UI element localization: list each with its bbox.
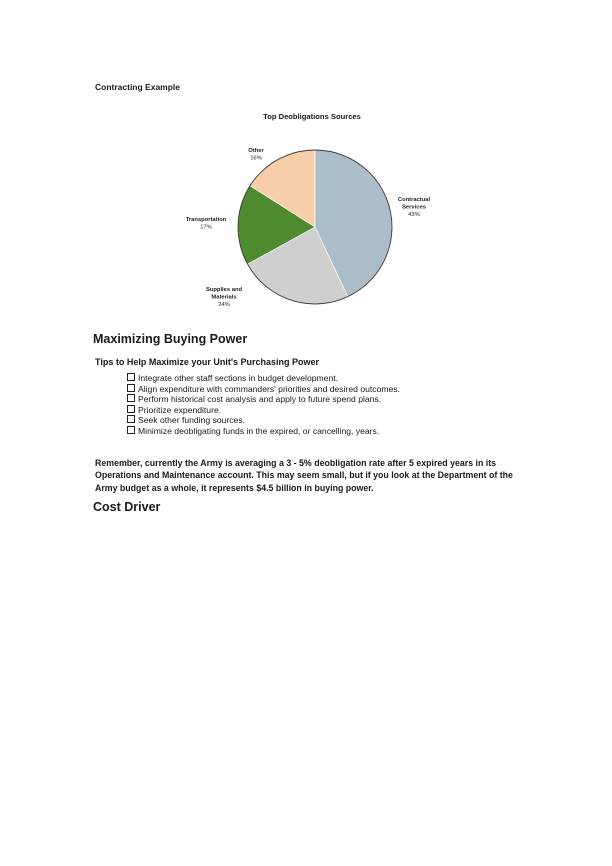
pie-label-other: Other 16% — [248, 148, 264, 162]
tip-text: Prioritize expenditure. — [138, 404, 222, 415]
pie-chart — [150, 100, 450, 325]
tip-item — [127, 384, 400, 395]
tip-item — [127, 415, 400, 426]
tip-item — [127, 405, 400, 416]
tip-text: Align expenditure with commanders' priorities and desired outcomes. — [138, 383, 400, 394]
tip-text: Seek other funding sources. — [138, 415, 246, 426]
checkbox-icon — [127, 394, 135, 402]
checkbox-icon — [127, 384, 135, 392]
tip-item — [127, 426, 400, 437]
tips-title: Tips to Help Maximize your Unit's Purchasing Power — [95, 357, 320, 367]
checkbox-icon — [127, 405, 135, 413]
pie-label-supplies-and-materials: Supplies and Materials 24% — [205, 287, 243, 308]
tip-item — [127, 373, 400, 384]
tip-item — [127, 394, 400, 405]
chart-title: Top Deobligations Sources — [263, 112, 361, 121]
tips-list — [127, 373, 400, 437]
cost-driver-heading: Cost Driver — [93, 500, 161, 514]
checkbox-icon — [127, 415, 135, 423]
checkbox-icon — [127, 373, 135, 381]
section-label: Contracting Example — [95, 82, 181, 92]
pie-label-transportation: Transportation 17% — [185, 217, 227, 231]
checkbox-icon — [127, 426, 135, 434]
maximizing-buying-power-heading: Maximizing Buying Power — [93, 332, 248, 346]
pie-label-contractual-services: Contractual Services 43% — [397, 197, 431, 218]
tip-text: Perform historical cost analysis and apply to future spend plans. — [138, 394, 382, 405]
tip-text: Integrate other staff sections in budget development. — [138, 373, 339, 383]
tip-text: Minimize deobligating funds in the expired, or cancelling, years. — [138, 425, 380, 436]
remember-paragraph: Remember, currently the Army is averaging a 3 - 5% deobligation rate after 5 expired years in its Operations and Maintenance account. This may seem small, but if you look at the Department of the Army budget as a whole, it represents $4.5 billion in buying power. — [95, 458, 513, 493]
